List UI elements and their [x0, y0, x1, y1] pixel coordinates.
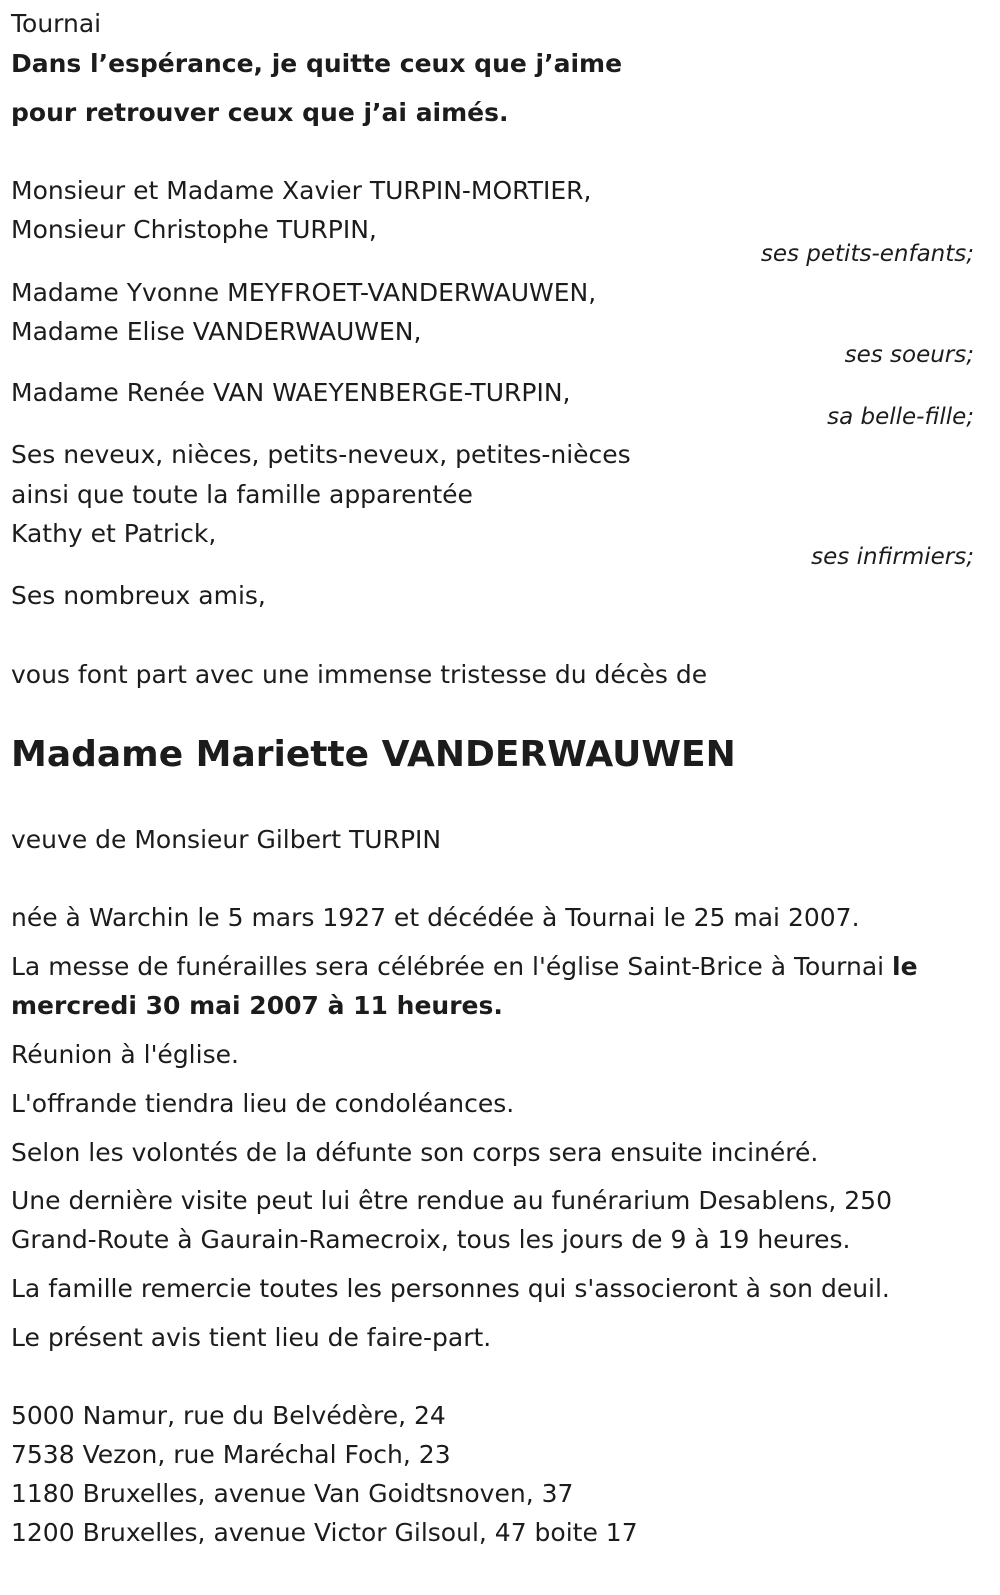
visit-line-2: Grand-Route à Gaurain-Ramecroix, tous les jours de 9 à 19 heures. — [11, 1225, 851, 1254]
thanks-line: La famille remercie toutes les personnes qui s'associeront à son deuil. — [11, 1274, 890, 1303]
daughter-in-law-relation: sa belle-fille; — [827, 404, 974, 430]
mass-line-2: mercredi 30 mai 2007 à 11 heures. — [11, 991, 503, 1020]
mass-line-1-bold: le — [892, 952, 918, 981]
sisters-line-1: Madame Yvonne MEYFROET-VANDERWAUWEN, — [11, 278, 597, 307]
address-1: 5000 Namur, rue du Belvédère, 24 — [11, 1401, 446, 1430]
cremation-line: Selon les volontés de la défunte son corps sera ensuite incinéré. — [11, 1138, 819, 1167]
mass-line-1 — [11, 952, 918, 982]
offering-line: L'offrande tiendra lieu de condoléances. — [11, 1089, 515, 1118]
sisters-relation: ses soeurs; — [844, 342, 974, 368]
address-2: 7538 Vezon, rue Maréchal Foch, 23 — [11, 1440, 451, 1469]
grandchildren-line-1: Monsieur et Madame Xavier TURPIN-MORTIER, — [11, 176, 592, 205]
notice-line: Le présent avis tient lieu de faire-part. — [11, 1323, 492, 1352]
address-4: 1200 Bruxelles, avenue Victor Gilsoul, 47 boite 17 — [11, 1518, 638, 1547]
daughter-in-law-line: Madame Renée VAN WAEYENBERGE-TURPIN, — [11, 378, 571, 407]
meeting-line: Réunion à l'église. — [11, 1040, 239, 1069]
grandchildren-relation: ses petits-enfants; — [760, 241, 974, 267]
relatives-line-2: ainsi que toute la famille apparentée — [11, 480, 473, 509]
birth-death-line: née à Warchin le 5 mars 1927 et décédée à Tournai le 25 mai 2007. — [11, 903, 860, 932]
widow-of-line: veuve de Monsieur Gilbert TURPIN — [11, 825, 442, 854]
mass-line-1-text: La messe de funérailles sera célébrée en l'église Saint-Brice à Tournai — [11, 952, 893, 981]
quote-line-2: pour retrouver ceux que j’ai aimés. — [11, 98, 509, 127]
city-heading: Tournai — [11, 9, 102, 38]
nurses-line: Kathy et Patrick, — [11, 519, 217, 548]
announcement-text: vous font part avec une immense tristesse du décès de — [11, 660, 708, 689]
friends-line: Ses nombreux amis, — [11, 581, 266, 610]
sisters-line-2: Madame Elise VANDERWAUWEN, — [11, 317, 422, 346]
address-3: 1180 Bruxelles, avenue Van Goidtsnoven, 37 — [11, 1479, 574, 1508]
nurses-relation: ses infirmiers; — [811, 544, 974, 570]
relatives-line-1: Ses neveux, nièces, petits-neveux, petites-nièces — [11, 440, 631, 469]
deceased-name: Madame Mariette VANDERWAUWEN — [11, 734, 736, 775]
visit-line-1: Une dernière visite peut lui être rendue au funérarium Desablens, 250 — [11, 1186, 892, 1215]
grandchildren-line-2: Monsieur Christophe TURPIN, — [11, 215, 377, 244]
quote-line-1: Dans l’espérance, je quitte ceux que j’aime — [11, 49, 623, 78]
